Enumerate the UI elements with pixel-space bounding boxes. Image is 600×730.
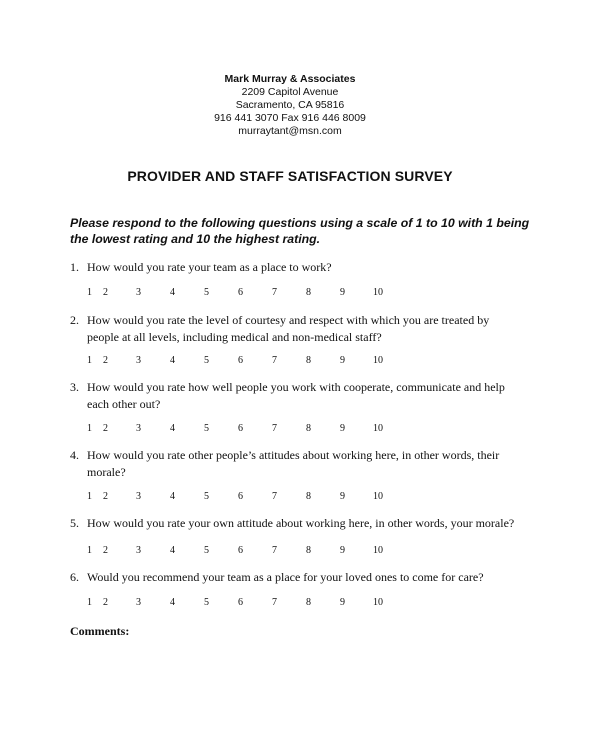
rating-option: 8	[306, 287, 311, 298]
rating-option: 1	[87, 491, 92, 502]
rating-option: 1	[87, 545, 92, 556]
question-number: 6.	[70, 570, 79, 584]
rating-option: 9	[340, 491, 345, 502]
rating-option: 2	[103, 287, 108, 298]
rating-scale-5	[87, 545, 397, 557]
rating-option: 1	[87, 597, 92, 608]
question-text: How would you rate the level of courtesy and respect with which you are treated by people at all levels, including medical and non-medical staff?	[87, 313, 490, 344]
rating-option: 8	[306, 597, 311, 608]
question-2	[70, 312, 520, 346]
instructions: Please respond to the following questions using a scale of 1 to 10 with 1 being the lowest rating and 10 the highest rating.	[70, 216, 530, 246]
rating-option: 7	[272, 355, 277, 366]
rating-option: 3	[136, 491, 141, 502]
rating-option: 7	[272, 545, 277, 556]
question-text: How would you rate how well people you work with cooperate, communicate and help each other out?	[87, 380, 505, 411]
question-6	[70, 569, 520, 586]
rating-option: 7	[272, 597, 277, 608]
email: murraytant@msn.com	[238, 125, 342, 137]
rating-option: 10	[373, 355, 383, 366]
page-title: PROVIDER AND STAFF SATISFACTION SURVEY	[127, 168, 453, 184]
rating-option: 4	[170, 597, 175, 608]
rating-option: 3	[136, 355, 141, 366]
rating-option: 9	[340, 545, 345, 556]
rating-option: 4	[170, 355, 175, 366]
question-number: 4.	[70, 448, 79, 462]
rating-scale-3	[87, 423, 397, 435]
rating-option: 7	[272, 287, 277, 298]
question-1	[70, 259, 520, 276]
question-text: How would you rate your team as a place to work?	[87, 260, 332, 274]
rating-option: 6	[238, 423, 243, 434]
question-text: Would you recommend your team as a place for your loved ones to come for care?	[87, 570, 484, 584]
rating-option: 1	[87, 355, 92, 366]
rating-option: 4	[170, 545, 175, 556]
rating-option: 8	[306, 545, 311, 556]
rating-option: 5	[204, 355, 209, 366]
address-line-1: 2209 Capitol Avenue	[241, 86, 339, 98]
rating-option: 5	[204, 423, 209, 434]
rating-option: 8	[306, 423, 311, 434]
question-text: How would you rate your own attitude about working here, in other words, your morale?	[87, 516, 515, 530]
question-3	[70, 379, 520, 413]
address-line-2: Sacramento, CA 95816	[235, 99, 345, 111]
rating-option: 6	[238, 597, 243, 608]
rating-option: 10	[373, 491, 383, 502]
rating-option: 9	[340, 423, 345, 434]
rating-option: 2	[103, 491, 108, 502]
rating-scale-4	[87, 491, 397, 503]
question-number: 2.	[70, 313, 79, 327]
rating-option: 5	[204, 491, 209, 502]
rating-option: 5	[204, 287, 209, 298]
rating-option: 6	[238, 491, 243, 502]
rating-option: 8	[306, 491, 311, 502]
rating-option: 3	[136, 423, 141, 434]
rating-option: 10	[373, 545, 383, 556]
rating-option: 4	[170, 423, 175, 434]
rating-option: 5	[204, 597, 209, 608]
rating-option: 9	[340, 287, 345, 298]
rating-option: 1	[87, 423, 92, 434]
question-number: 5.	[70, 516, 79, 530]
rating-option: 4	[170, 287, 175, 298]
question-number: 3.	[70, 380, 79, 394]
rating-option: 4	[170, 491, 175, 502]
rating-scale-6	[87, 597, 397, 609]
rating-option: 3	[136, 597, 141, 608]
rating-scale-1	[87, 287, 397, 299]
comments-label: Comments:	[70, 624, 130, 638]
rating-option: 2	[103, 355, 108, 366]
rating-option: 2	[103, 423, 108, 434]
rating-option: 7	[272, 491, 277, 502]
rating-option: 8	[306, 355, 311, 366]
question-number: 1.	[70, 260, 79, 274]
rating-option: 10	[373, 287, 383, 298]
rating-option: 6	[238, 545, 243, 556]
rating-option: 2	[103, 545, 108, 556]
rating-option: 3	[136, 287, 141, 298]
rating-option: 2	[103, 597, 108, 608]
rating-option: 1	[87, 287, 92, 298]
question-4	[70, 447, 520, 481]
phone-fax: 916 441 3070 Fax 916 446 8009	[214, 112, 366, 124]
rating-option: 3	[136, 545, 141, 556]
company-name: Mark Murray & Associates	[224, 73, 356, 85]
question-5	[70, 515, 520, 532]
rating-option: 9	[340, 597, 345, 608]
rating-option: 10	[373, 423, 383, 434]
rating-option: 10	[373, 597, 383, 608]
rating-scale-2	[87, 355, 397, 367]
rating-option: 9	[340, 355, 345, 366]
rating-option: 6	[238, 355, 243, 366]
letterhead	[0, 73, 580, 138]
rating-option: 5	[204, 545, 209, 556]
rating-option: 6	[238, 287, 243, 298]
rating-option: 7	[272, 423, 277, 434]
question-text: How would you rate other people’s attitudes about working here, in other words, their morale?	[87, 448, 500, 479]
